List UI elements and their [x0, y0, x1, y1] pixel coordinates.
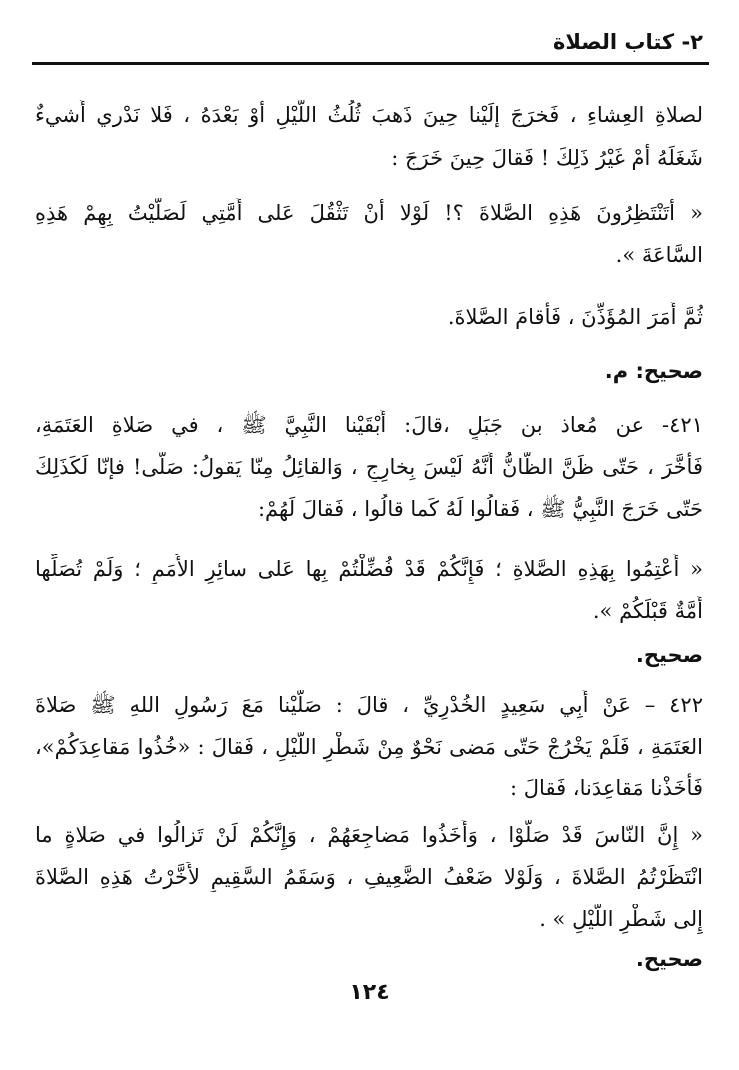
- hadith-421-line: ٤٢١- عن مُعاذ بن جَبَلٍ ،قالَ: أَبْقَيْنا النَّبِيَّ ﷺ ، في صَلاةِ العَتَمَةِ،: [35, 413, 703, 437]
- hadith-grade: صحيح.: [635, 947, 703, 971]
- header-rule: [32, 62, 709, 65]
- quote-line: أُمَّةٌ قَبْلَكُمْ ».: [592, 599, 703, 623]
- hadith-422-line: العَتَمَةِ ، فَلَمْ يَخْرُجْ حَتّى مَضى نَحْوٌ مِنْ شَطْرِ اللَّيْلِ ، فَقالَ : «خُذُوا مَقاعِدَكُمْ»،: [35, 735, 703, 759]
- text-line: ثُمَّ أَمَرَ المُؤَذِّنَ ، فَأَقامَ الصَّلاةَ.: [447, 305, 703, 329]
- quote-line: « أتَنْتَظِرُونَ هَذِهِ الصَّلاةَ ؟! لَوْلا أنْ تَثْقُلَ عَلى أُمَّتِي لَصَلَّيْتُ بِهِمْ هَذِهِ: [35, 201, 703, 225]
- quote-line: « أَعْتِمُوا بِهَذِهِ الصَّلاةِ ؛ فَإِنَّكُمْ قَدْ فُضِّلْتُمْ بِها عَلى سائِرِ الأُمَمِ ؛ وَلَمْ تُصَلِّها: [35, 557, 703, 581]
- hadith-grade: صحيح.: [635, 643, 703, 667]
- quote-line: إِلى شَطْرِ اللَّيْلِ » .: [539, 907, 703, 931]
- hadith-grade: صحيح: م.: [604, 359, 703, 383]
- text-line: شَغَلَهُ أمْ غَيْرُ ذَلِكَ ! فَقالَ حِينَ خَرَجَ :: [391, 146, 703, 170]
- page-number: ١٢٤: [349, 980, 390, 1005]
- quote-line: السَّاعَةَ ».: [615, 243, 703, 267]
- hadith-421-line: فَأَخَّرَ ، حَتّى ظَنَّ الظّانُّ أَنَّهُ لَيْسَ بِخارِجٍ ، وَالقائِلُ مِنّا يَقولُ: صَلّى! فإنّا لَكَذَلِكَ: [35, 455, 703, 479]
- quote-line: انْتَظَرْتُمُ الصَّلاةَ ، وَلَوْلا ضَعْفُ الضَّعِيفِ ، وَسَقَمُ السَّقِيمِ لأَخَّرْتُ هَذِهِ الصَّلاةَ: [35, 865, 703, 889]
- hadith-422-line: ٤٢٢ – عَنْ أَبِي سَعِيدٍ الخُدْرِيِّ ، قالَ : صَلَّيْنا مَعَ رَسُولِ اللهِ ﷺ صَلاةَ: [35, 693, 703, 717]
- hadith-422-line: فَأَخَذْنا مَقاعِدَنا، فَقالَ :: [510, 776, 703, 800]
- text-line: لصلاةِ العِشاءِ ، فَخرَجَ إلَيْنا حِينَ ذَهبَ ثُلُثُ اللَّيْلِ أوْ بَعْدَهُ ، فَلا نَدْري أَشيءٌ: [35, 103, 703, 127]
- chapter-title: ٢- كتاب الصلاة: [552, 30, 703, 54]
- hadith-421-line: حَتّى خَرَجَ النَّبِيُّ ﷺ ، فَقالُوا لَهُ كَما قالُوا ، فَقالَ لَهُمْ:: [257, 497, 703, 521]
- quote-line: « إِنَّ النّاسَ قَدْ صَلَّوْا ، وَأَخَذُوا مَضاجِعَهُمْ ، وَإِنَّكُمْ لَنْ تَزالُوا في صَلاةٍ ما: [35, 823, 703, 847]
